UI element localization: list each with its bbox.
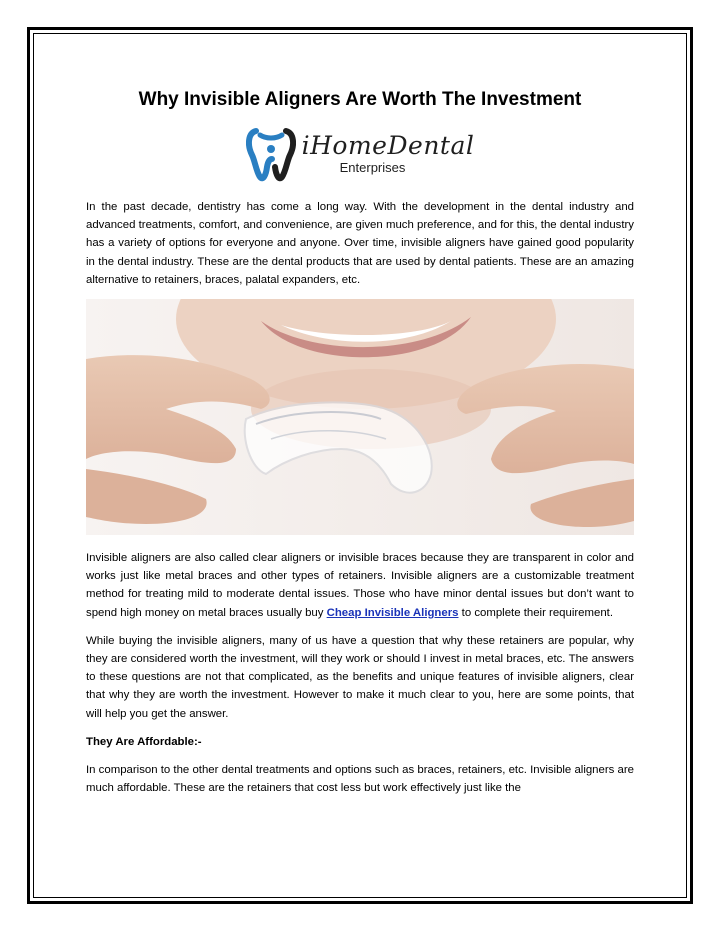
section-heading-affordable: They Are Affordable:- <box>86 735 202 748</box>
paragraph-text: Invisible aligners are also called clear aligners or invisible braces because they are transparent in color and works just like metal braces and other types of retainers. Invisible aligners are a customizable treatment method for treating mild to moderate dental issues. Those who have minor dental issues but don’t want to spend high money on metal braces usually buy <box>86 552 634 619</box>
document-body <box>86 86 634 797</box>
cheap-invisible-aligners-link[interactable]: Cheap Invisible Aligners <box>326 606 459 619</box>
logo-subtitle: Enterprises <box>339 160 406 175</box>
questions-paragraph: While buying the invisible aligners, many of us have a question that why these retainers are popular, why they are considered worth the investment, will they work or should I invest in metal braces, etc. The answers to these questions are not that complicated, as the benefits and unique features of invisible aligners, clear that why they are worth the investment. However to make it much clear to you, here are some points, that will help you get the answer. <box>86 634 634 720</box>
paragraph-text: to complete their requirement. <box>458 606 613 619</box>
tooth-logo-icon <box>246 125 296 183</box>
document-title: Why Invisible Aligners Are Worth The Investment <box>138 89 582 110</box>
company-logo <box>86 124 634 184</box>
aligner-photo <box>86 299 634 535</box>
intro-paragraph: In the past decade, dentistry has come a long way. With the development in the dental industry and advanced treatments, comfort, and convenience, are given much preference, and for this, the dental industry has a variety of options for everyone and anyone. Over time, invisible aligners have gained good popularity in the dental industry. These are the dental products that are used by dental patients. These are an amazing alternative to retainers, braces, palatal expanders, etc. <box>86 201 634 286</box>
logo-name: iHomeDental <box>301 131 475 160</box>
affordable-paragraph: In comparison to the other dental treatments and options such as braces, retainers, etc. Invisible aligners are much affordable. These are the retainers that cost less but work effectively just like the <box>86 764 634 795</box>
aligner-description-paragraph <box>86 549 634 622</box>
